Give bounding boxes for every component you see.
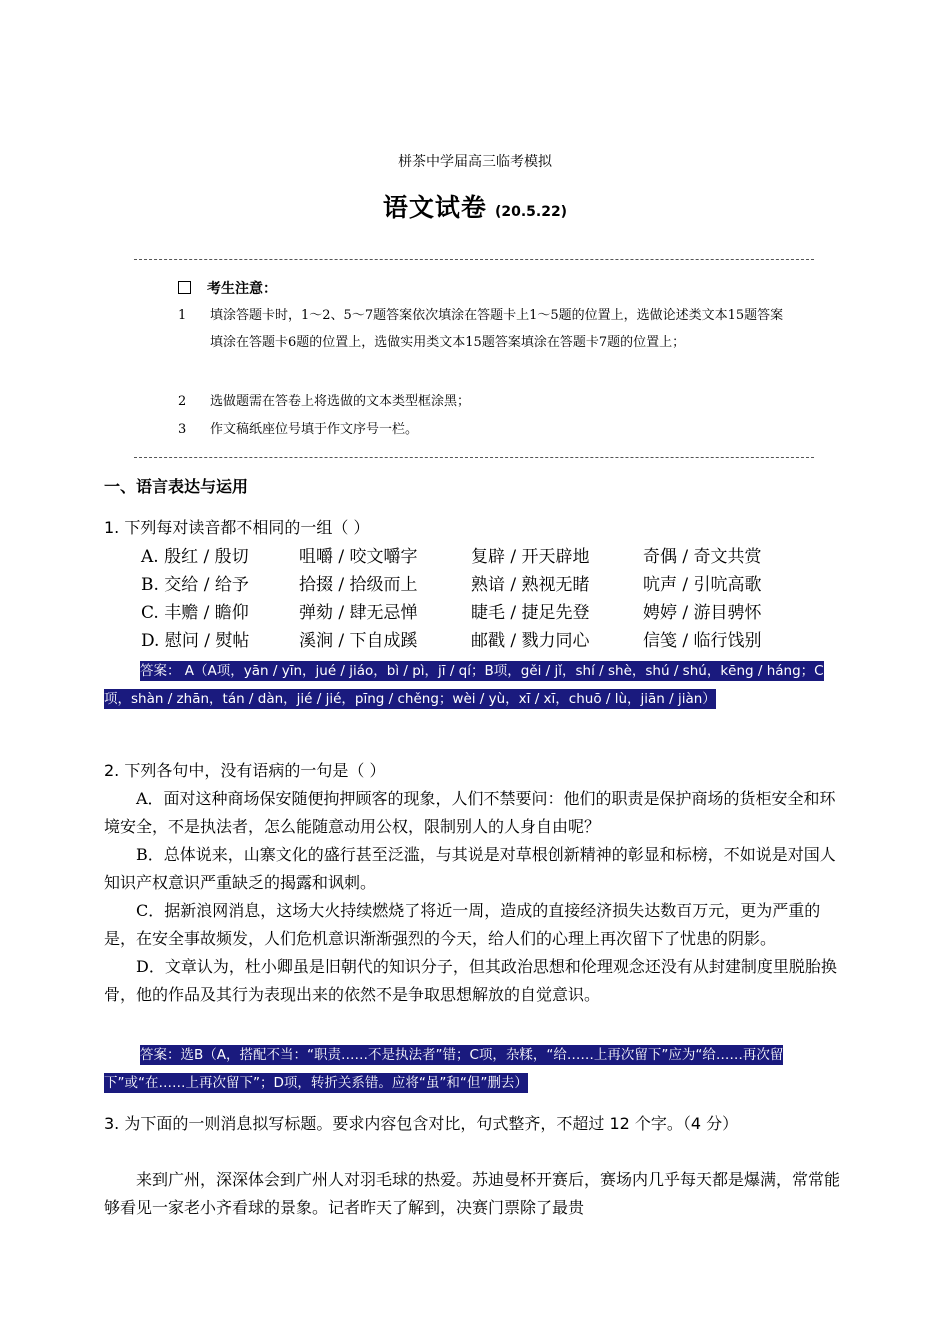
notice-item-text: 作文稿纸座位号填于作文序号一栏。	[210, 422, 419, 437]
q1-option-cell: D. 慰问 / 熨帖	[141, 631, 250, 651]
notice-heading-label: 考生注意：	[207, 281, 277, 297]
q2-option-c: C．据新浪网消息，这场大火持续燃烧了将近一周，造成的直接经济损失达数百万元，更为严重的是，在安全事故频发，人们危机意识渐渐强烈的今天，给人们的心理上再次留下了忧患的阴影。	[104, 901, 821, 948]
q1-option-cell: 复辟 / 开天辟地	[471, 547, 590, 567]
question-2-stem: 2. 下列各句中，没有语病的一句是（ ）	[104, 761, 386, 780]
q1-option-cell: 拾掇 / 拾级而上	[299, 575, 418, 595]
q1-option-cell: C. 丰赡 / 瞻仰	[141, 603, 249, 623]
q1-option-cell: 奇偶 / 奇文共赏	[643, 547, 762, 567]
divider-bottom	[134, 457, 814, 458]
notice-item-1	[178, 302, 788, 356]
q1-option-cell: B. 交给 / 给予	[141, 575, 249, 595]
q1-option-cell: A. 殷红 / 殷切	[141, 547, 249, 567]
question-3-stem: 3. 为下面的一则消息拟写标题。要求内容包含对比，句式整齐，不超过 12 个字。（4 分）	[104, 1114, 739, 1133]
q2-answer	[104, 1041, 846, 1097]
exam-title: 语文试卷	[382, 193, 487, 222]
q1-option-cell: 熟谙 / 熟视无睹	[471, 575, 590, 595]
section-title: 一、语言表达与运用	[104, 477, 249, 496]
q1-option-cell: 溪涧 / 下自成蹊	[299, 631, 418, 651]
q1-option-cell: 信笺 / 临行饯别	[643, 631, 762, 651]
q1-answer-text: 答案： A（A项，yān / yīn，jué / jiáo，bì / pì，jī / qí；B项，gěi / jǐ，shí / shè，shú / shú，kēng / háng；C项，shàn / zhān，tán / dàn，jié / jié，pīng / chěng；wèi / yù，xī / xī，chuō / lù，jiān / jiàn）	[104, 663, 824, 707]
q3-passage: 来到广州，深深体会到广州人对羽毛球的热爱。苏迪曼杯开赛后，赛场内几乎每天都是爆满，常常能够看见一家老小齐看球的景象。记者昨天了解到，决赛门票除了最贵	[104, 1170, 841, 1217]
notice-item-text: 选做题需在答卷上将选做的文本类型框涂黑；	[210, 394, 471, 409]
notice-item-number: 2	[178, 394, 187, 409]
q2-answer-text: 答案：选B（A，搭配不当：“职责……不是执法者”错；C项，杂糅，“给……上再次留下”应为“给……再次留下”或“在……上再次留下”；D项，转折关系错。应将“虽”和“但”删去）	[104, 1047, 784, 1091]
q3-passage-block	[104, 1166, 846, 1222]
notice-item-number: 3	[178, 422, 187, 437]
q1-option-cell: 邮戳 / 戮力同心	[471, 631, 590, 651]
q1-answer	[104, 657, 846, 713]
q2-options	[104, 785, 846, 1009]
q1-option-cell: 吭声 / 引吭高歌	[643, 575, 762, 595]
q1-option-cell: 娉婷 / 游目骋怀	[643, 603, 762, 623]
notice-item-number: 1	[178, 308, 187, 323]
q2-option-a: A．面对这种商场保安随便拘押顾客的现象，人们不禁要问：他们的职责是保护商场的货柜安全和环境安全，不是执法者，怎么能随意动用公权，限制别人的人身自由呢？	[104, 789, 836, 836]
exam-title-row	[0, 188, 950, 224]
exam-date: (20.5.22)	[494, 204, 568, 220]
school-name: 栟茶中学届高三临考模拟	[398, 154, 552, 170]
q1-option-cell: 弹劾 / 肆无忌惮	[299, 603, 418, 623]
q1-option-cell: 咀嚼 / 咬文嚼字	[299, 547, 418, 567]
question-1-stem: 1. 下列每对读音都不相同的一组（ ）	[104, 518, 370, 537]
notice-item-text: 填涂答题卡时，1～2、5～7题答案依次填涂在答题卡上1～5题的位置上，选做论述类文本15题答案填涂在答题卡6题的位置上，选做实用类文本15题答案填涂在答题卡7题的位置上；	[210, 308, 784, 350]
q1-option-cell: 睫毛 / 捷足先登	[471, 603, 590, 623]
notice-heading	[178, 278, 277, 298]
divider-top	[134, 259, 814, 260]
q2-option-d: D．文章认为，杜小卿虽是旧朝代的知识分子，但其政治思想和伦理观念还没有从封建制度里脱胎换骨，他的作品及其行为表现出来的依然不是争取思想解放的自觉意识。	[104, 957, 837, 1004]
checkbox-icon	[178, 281, 191, 294]
q2-option-b: B．总体说来，山寨文化的盛行甚至泛滥，与其说是对草根创新精神的彰显和标榜，不如说是对国人知识产权意识严重缺乏的揭露和讽刺。	[104, 845, 836, 892]
notice-item-3	[178, 416, 788, 443]
notice-item-2	[178, 388, 788, 415]
